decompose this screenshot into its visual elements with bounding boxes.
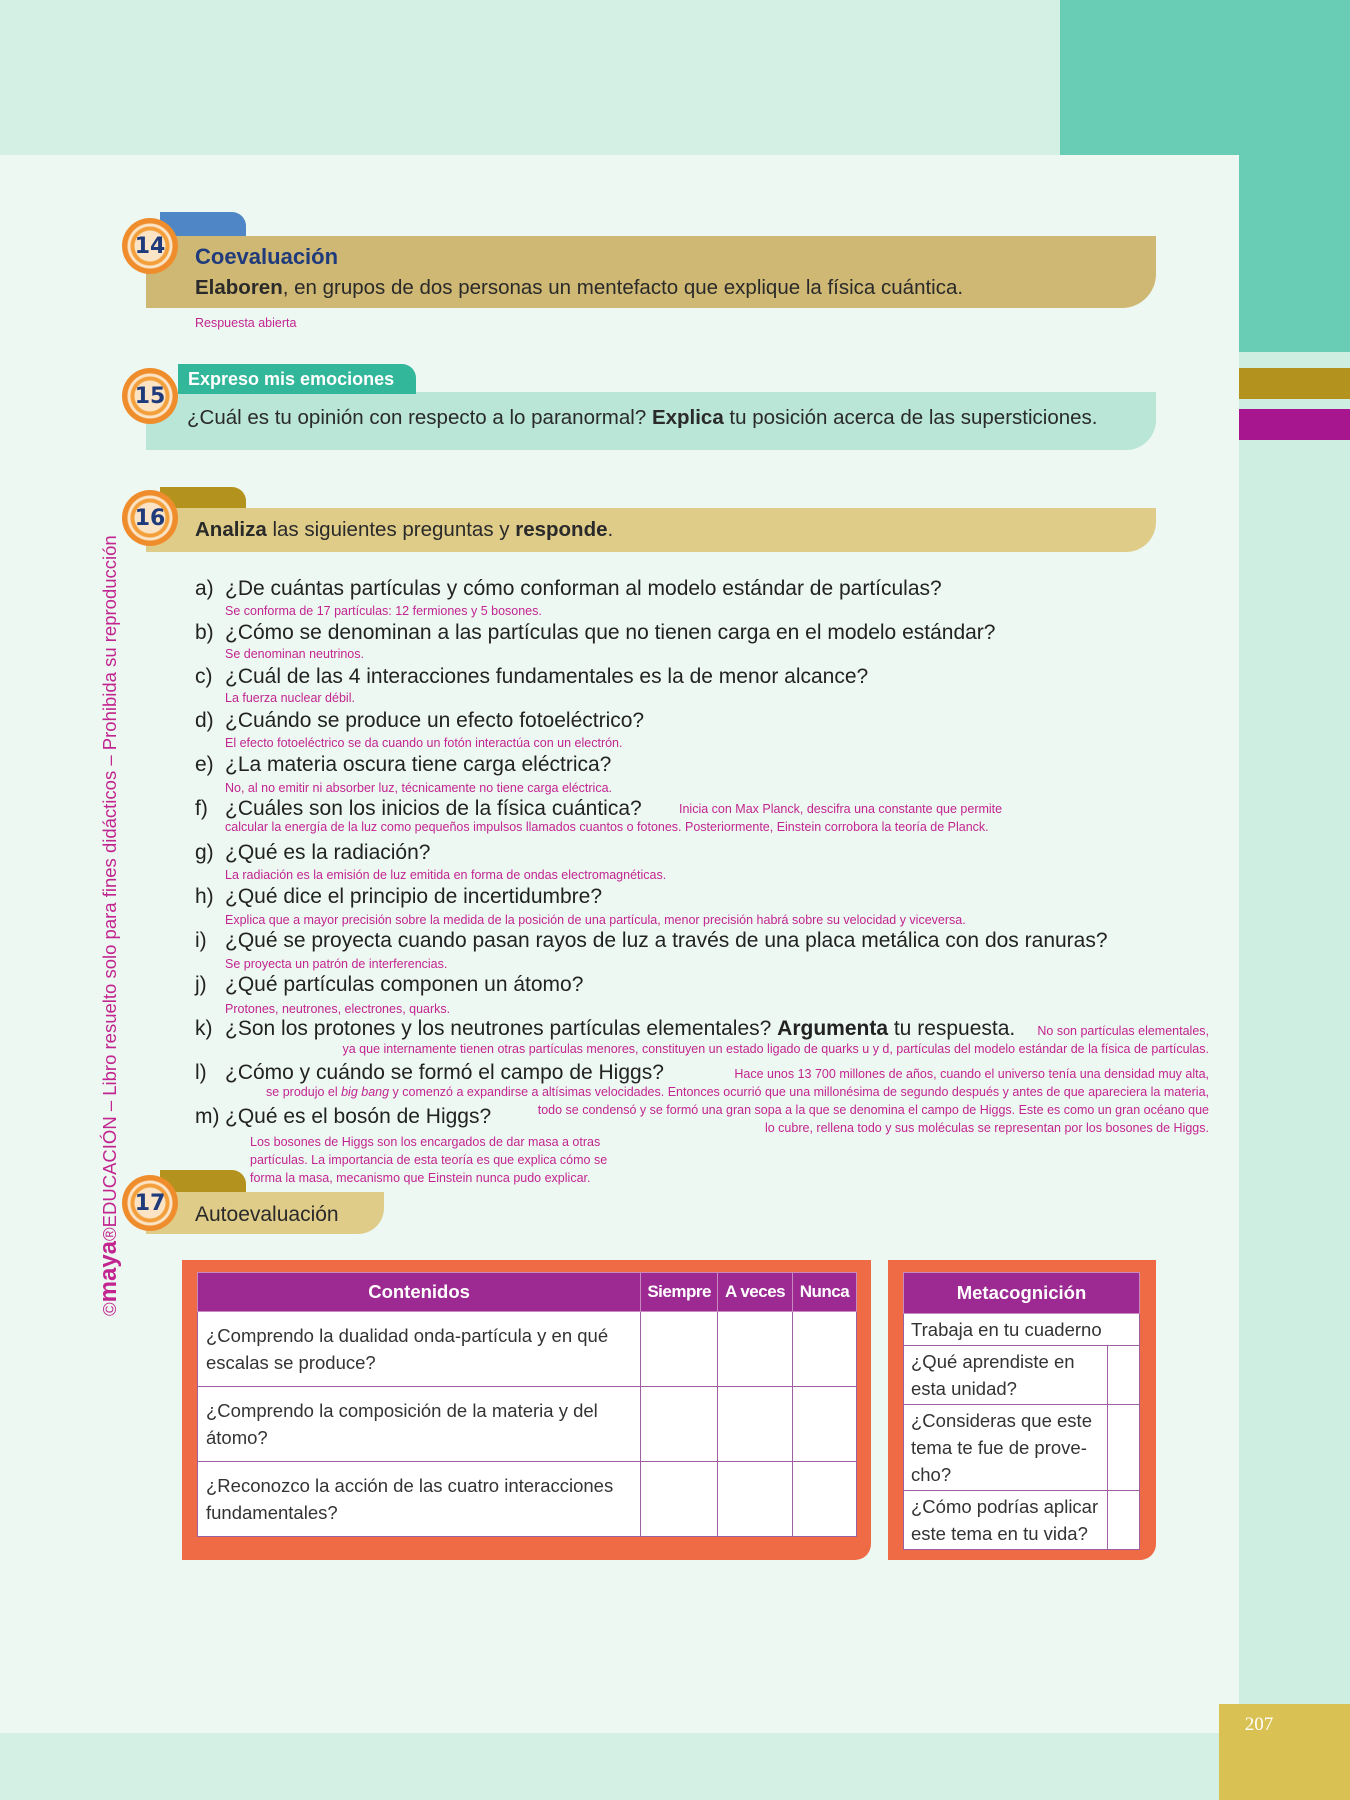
- question-i: [195, 929, 1108, 953]
- header-metacognicion: Metacognición: [904, 1273, 1140, 1314]
- header-nunca: Nunca: [793, 1273, 857, 1312]
- activity-16-instruction: [195, 518, 613, 542]
- question-label: c): [195, 665, 213, 688]
- meta-question: ¿Cómo podrías aplicar este tema en tu vida?: [904, 1491, 1108, 1550]
- meta-subheader-row: [904, 1314, 1140, 1346]
- answer-h: Explica que a mayor precisión sobre la medida de la posición de una partícula, menor precisión habrá sobre su velocidad y viceversa.: [225, 913, 966, 927]
- question-j: [195, 973, 583, 997]
- magenta-side-tab: [1239, 409, 1350, 440]
- question-label: e): [195, 753, 214, 776]
- question-l: [195, 1061, 664, 1085]
- meta-question: ¿Consideras que este tema te fue de prove-cho?: [904, 1405, 1108, 1491]
- activity-14-text: , en grupos de dos personas un mentefacto que explique la física cuántica.: [282, 276, 964, 299]
- table-row: [198, 1462, 857, 1537]
- question-m: [195, 1105, 491, 1129]
- answer-l-text-a: se produjo el: [266, 1085, 342, 1099]
- question-g: [195, 841, 430, 865]
- question-text: ¿La materia oscura tiene carga eléctrica?: [225, 753, 612, 776]
- page-number: 207: [1244, 1714, 1274, 1735]
- activity-14-title: Coevaluación: [195, 244, 339, 269]
- table-row: [198, 1312, 857, 1387]
- meta-row: [904, 1491, 1140, 1550]
- question-label: l): [195, 1061, 207, 1084]
- answer-l-text-b: y comenzó a expandirse a altísimas velocidades. Entonces ocurrió que una millonésima de segundo después y antes de que apareciera la materia,: [389, 1085, 1209, 1099]
- answer-m-line2: partículas. La importancia de esta teoría es que explica cómo se: [250, 1153, 608, 1167]
- activity-16-text-a: las siguientes preguntas y: [266, 518, 516, 541]
- answer-l-line1: Hace unos 13 700 millones de años, cuando el universo tenía una densidad muy alta,: [734, 1067, 1209, 1081]
- question-c: [195, 665, 868, 689]
- question-label: f): [195, 797, 208, 820]
- meta-row: [904, 1405, 1140, 1491]
- answer-m-line1: Los bosones de Higgs son los encargados de dar masa a otras: [250, 1135, 601, 1149]
- metacognition-table: [903, 1272, 1140, 1550]
- meta-subheader: Trabaja en tu cuaderno: [904, 1314, 1140, 1346]
- activity-17-badge: 17: [122, 1175, 178, 1231]
- meta-header-row: [904, 1273, 1140, 1314]
- activity-16-badge: 16: [122, 490, 178, 546]
- question-text-b: tu respuesta.: [888, 1017, 1016, 1040]
- question-text: ¿Qué se proyecta cuando pasan rayos de luz a través de una placa metálica con dos ranuras?: [225, 929, 1108, 952]
- meta-answer-cell[interactable]: [1108, 1491, 1140, 1550]
- question-text: ¿Qué es el bosón de Higgs?: [225, 1105, 492, 1128]
- answer-f-line2: calcular la energía de la luz como pequeños impulsos llamados cuantos o fotones. Posteriormente, Einstein corrobora la teoría de Planck.: [225, 820, 989, 834]
- answer-b: Se denominan neutrinos.: [225, 647, 364, 661]
- meta-answer-cell[interactable]: [1108, 1346, 1140, 1405]
- copyright-symbol: ©: [99, 1302, 120, 1316]
- question-label: a): [195, 577, 214, 600]
- activity-14-badge: 14: [122, 218, 178, 274]
- question-text: ¿Qué es la radiación?: [225, 841, 431, 864]
- question-text: ¿Cuándo se produce un efecto fotoeléctrico?: [225, 709, 645, 732]
- question-f: [195, 797, 642, 821]
- answer-l-line2: [266, 1085, 1209, 1099]
- activity-15-verb: Explica: [651, 406, 724, 429]
- row-question: ¿Comprendo la dualidad onda-partícula y en qué escalas se produce?: [198, 1312, 641, 1387]
- question-label: d): [195, 709, 214, 732]
- contents-table: [197, 1272, 857, 1537]
- question-b: [195, 621, 995, 645]
- question-label: i): [195, 929, 207, 952]
- answer-g: La radiación es la emisión de luz emitida en forma de ondas electromagnéticas.: [225, 868, 667, 882]
- answer-c: La fuerza nuclear débil.: [225, 691, 355, 705]
- nunca-cell[interactable]: [793, 1312, 857, 1387]
- question-a: [195, 577, 942, 601]
- question-text: ¿Cómo se denominan a las partículas que no tienen carga en el modelo estándar?: [225, 621, 996, 644]
- answer-d: El efecto fotoeléctrico se da cuando un fotón interactúa con un electrón.: [225, 736, 623, 750]
- question-verb: Argumenta: [777, 1017, 889, 1040]
- activity-14-verb: Elaboren: [195, 276, 283, 299]
- answer-a: Se conforma de 17 partículas: 12 fermiones y 5 bosones.: [225, 604, 542, 618]
- answer-i: Se proyecta un patrón de interferencias.: [225, 957, 448, 971]
- activity-15-badge: 15: [122, 368, 178, 424]
- question-label: b): [195, 621, 214, 644]
- activity-14-instruction: [195, 276, 963, 300]
- question-label: j): [195, 973, 207, 996]
- row-question: ¿Comprendo la composición de la materia y del átomo?: [198, 1387, 641, 1462]
- side-credit-text: EDUCACIÓN – Libro resuelto solo para fines didácticos – Prohibida su reproducción: [99, 535, 120, 1228]
- siempre-cell[interactable]: [641, 1312, 718, 1387]
- siempre-cell[interactable]: [641, 1387, 718, 1462]
- header-siempre: Siempre: [641, 1273, 718, 1312]
- question-label: k): [195, 1017, 213, 1040]
- activity-15-instruction: [187, 406, 1098, 430]
- question-text: ¿Qué partículas componen un átomo?: [225, 973, 584, 996]
- activity-16-verb-2: responde: [515, 518, 608, 541]
- a-veces-cell[interactable]: [718, 1387, 793, 1462]
- answer-k-line2: ya que internamente tienen otras partículas menores, constituyen un estado ligado de quarks u y d, partículas del modelo estándar de la física de partículas.: [342, 1042, 1209, 1056]
- nunca-cell[interactable]: [793, 1462, 857, 1537]
- right-margin-strip: [1239, 352, 1350, 1800]
- answer-k-line1: No son partículas elementales,: [1037, 1024, 1209, 1038]
- meta-question: ¿Qué aprendiste en esta unidad?: [904, 1346, 1108, 1405]
- answer-m-line3: forma la masa, mecanismo que Einstein nunca pudo explicar.: [250, 1171, 591, 1185]
- question-label: h): [195, 885, 214, 908]
- question-d: [195, 709, 644, 733]
- activity-16-verb-1: Analiza: [195, 518, 267, 541]
- bottom-band: [0, 1733, 1350, 1800]
- question-k: [195, 1017, 1015, 1041]
- registered-symbol: ®: [99, 1227, 120, 1241]
- a-veces-cell[interactable]: [718, 1462, 793, 1537]
- activity-15-tab: Expreso mis emociones: [178, 364, 416, 394]
- meta-answer-cell[interactable]: [1108, 1405, 1140, 1491]
- answer-e: No, al no emitir ni absorber luz, técnicamente no tiene carga eléctrica.: [225, 781, 612, 795]
- top-background: [0, 0, 1060, 155]
- a-veces-cell[interactable]: [718, 1312, 793, 1387]
- answer-l-line3: todo se condensó y se formó una gran sopa a la que se denomina el campo de Higgs. Este es como un gran océano que: [537, 1103, 1209, 1117]
- question-text: ¿Cuál de las 4 interacciones fundamentales es la de menor alcance?: [225, 665, 869, 688]
- question-h: [195, 885, 602, 909]
- answer-l-italic: big bang: [341, 1085, 390, 1099]
- activity-15-text-a: ¿Cuál es tu opinión con respecto a lo paranormal?: [187, 406, 652, 429]
- answer-j: Protones, neutrones, electrones, quarks.: [225, 1002, 451, 1016]
- question-text: ¿Son los protones y los neutrones partículas elementales?: [225, 1017, 778, 1040]
- header-contenidos: Contenidos: [198, 1273, 641, 1312]
- nunca-cell[interactable]: [793, 1387, 857, 1462]
- table-header-row: [198, 1273, 857, 1312]
- header-a-veces: A veces: [718, 1273, 793, 1312]
- question-text: ¿Qué dice el principio de incertidumbre?: [225, 885, 603, 908]
- question-text: ¿De cuántas partículas y cómo conforman al modelo estándar de partículas?: [225, 577, 942, 600]
- meta-row: [904, 1346, 1140, 1405]
- olive-side-tab: [1239, 368, 1350, 399]
- table-row: [198, 1387, 857, 1462]
- activity-15-text-b: tu posición acerca de las supersticiones.: [723, 406, 1098, 429]
- activity-16-text-b: .: [607, 518, 614, 541]
- question-text: ¿Cuáles son los inicios de la física cuántica?: [225, 797, 642, 820]
- row-question: ¿Reconozco la acción de las cuatro interacciones fundamentales?: [198, 1462, 641, 1537]
- question-label: m): [195, 1105, 220, 1128]
- side-credit: [95, 535, 123, 1316]
- question-text: ¿Cómo y cuándo se formó el campo de Higgs?: [225, 1061, 664, 1084]
- activity-17-title: Autoevaluación: [195, 1203, 339, 1226]
- siempre-cell[interactable]: [641, 1462, 718, 1537]
- brand-logo: maya: [95, 1240, 122, 1303]
- question-label: g): [195, 841, 214, 864]
- answer-f-line1: Inicia con Max Planck, descifra una constante que permite: [679, 802, 1003, 816]
- answer-l-line4: lo cubre, rellena todo y sus moléculas se representan por los bosones de Higgs.: [764, 1121, 1209, 1135]
- activity-14-answer: Respuesta abierta: [195, 316, 297, 330]
- question-e: [195, 753, 611, 777]
